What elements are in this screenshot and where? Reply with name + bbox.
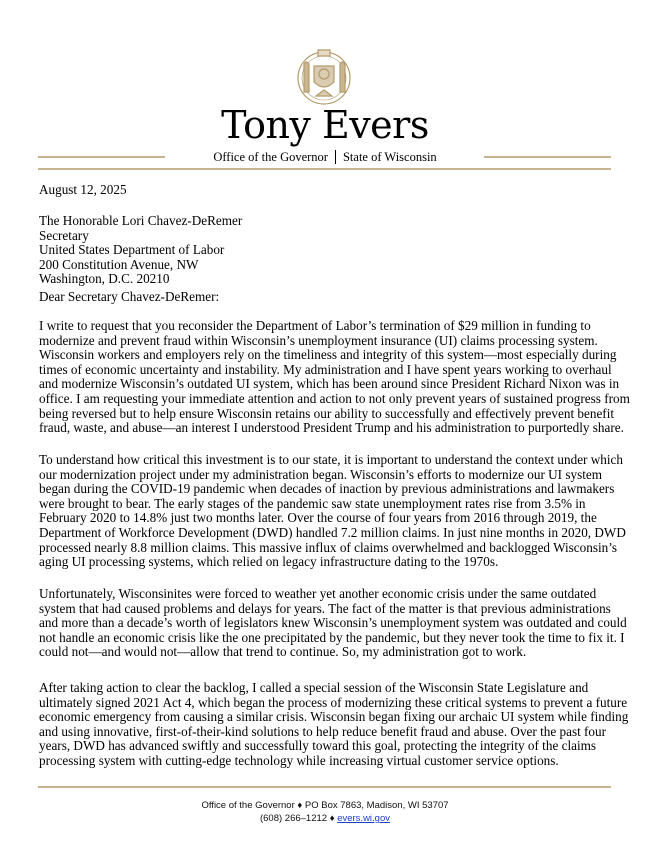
governor-name-letterhead: Tony Evers	[221, 103, 429, 147]
body-paragraph-3	[39, 587, 627, 660]
footer-line-2	[0, 812, 650, 825]
recipient-line: The Honorable Lori Chavez-DeRemer	[39, 213, 243, 228]
paragraph-line: were brought to bear. The early stages of the pandemic saw state unemployment rates rise from 3.5% in	[39, 495, 586, 511]
paragraph-line: our modernization project under my administration began. Wisconsin’s efforts to modernize our UI system	[39, 466, 602, 482]
office-label: Office of the Governor	[213, 150, 328, 164]
paragraph-line: economic emergency from causing a similar crisis. Wisconsin began fixing our archaic UI system while finding	[39, 709, 629, 725]
paragraph-line: ultimately signed 2021 Act 4, which began the process of modernizing these critical systems to prevent a future	[39, 694, 628, 710]
state-label: State of Wisconsin	[342, 150, 437, 164]
body-paragraph-1	[39, 319, 630, 436]
paragraph-line: and modernize Wisconsin’s outdated UI system, which has been around since President Richard Nixon was in	[39, 376, 620, 392]
paragraph-line: processed nearly 8.8 million claims. This massive influx of claims overwhelmed and backlogged Wisconsin’s	[39, 539, 618, 555]
recipient-line: United States Department of Labor	[39, 242, 225, 258]
paragraph-line: fraud, waste, and abuse—an interest I understood President Trump and his administration to purportedly share.	[39, 420, 624, 436]
paragraph-line: To understand how critical this investment is to our state, it is important to understand the context under which	[39, 452, 623, 467]
paragraph-line: and more than a decade’s worth of legislators knew Wisconsin’s unemployment system was outdated and could	[39, 615, 627, 631]
paragraph-line: Unfortunately, Wisconsinites were forced to weather yet another economic crisis under the same outdated	[39, 586, 597, 601]
paragraph-line: could not—and would not—allow that trend to continue. So, my administration got to work.	[39, 644, 527, 660]
paragraph-line: began during the COVID-19 pandemic when decades of inaction by previous administrations and lawmakers	[39, 481, 615, 497]
letter-date: August 12, 2025	[39, 182, 127, 197]
recipient-line: Secretary	[39, 227, 89, 243]
footer-line-1	[0, 799, 650, 812]
paragraph-line: Wisconsin workers and employers rely on the timeliness and integrity of this system—most especially during	[39, 347, 617, 363]
header-rule-right	[484, 156, 611, 158]
paragraph-line: aging UI processing systems, which relied on legacy infrastructure dating to the 1970s.	[39, 554, 499, 570]
letterhead-subtitle	[0, 150, 650, 165]
paragraph-line: Department of Workforce Development (DWD) handled 7.2 million claims. In just nine months in 2020, DWD	[39, 524, 626, 540]
paragraph-line: February 2020 to 14.8% just two months later. Over the course of four years from 2016 through 2019, the	[39, 510, 597, 526]
body-paragraph-2	[39, 453, 626, 570]
header-rule-bottom	[38, 168, 611, 170]
footer-rule	[38, 786, 611, 788]
footer-office: Office of the Governor	[201, 800, 295, 811]
recipient-line: 200 Constitution Avenue, NW	[39, 256, 199, 272]
footer-phone: (608) 266–1212	[259, 813, 328, 824]
recipient-line: Washington, D.C. 20210	[39, 271, 170, 287]
paragraph-line: times of economic uncertainty and instability. My administration and I have spent years working to overhaul	[39, 361, 612, 377]
body-paragraph-4	[39, 681, 628, 769]
paragraph-line: being reversed but to help ensure Wisconsin retains our ability to successfully and effectively prevent benefit	[39, 405, 615, 421]
paragraph-line: and using innovative, first-of-their-kind solutions to help reduce benefit fraud and abuse. Over the past four	[39, 723, 607, 739]
paragraph-line: system that had caused problems and delays for years. The fact of the matter is that previous administrations	[39, 600, 611, 616]
letterhead-footer	[0, 799, 650, 825]
paragraph-line: processing system with cutting-edge technology while increasing virtual customer service options.	[39, 752, 559, 768]
paragraph-line: After taking action to clear the backlog, I called a special session of the Wisconsin State Legislature and	[39, 680, 589, 695]
diamond-icon: ♦	[297, 800, 303, 811]
footer-address: PO Box 7863, Madison, WI 53707	[304, 800, 449, 811]
recipient-address	[39, 214, 242, 287]
state-seal-logo	[288, 40, 360, 112]
salutation: Dear Secretary Chavez-DeRemer:	[39, 289, 220, 304]
paragraph-line: office. I am requesting your immediate attention and action to not only prevent years of sustained progress from	[39, 390, 630, 406]
paragraph-line: not handle an economic crisis like the one precipitated by the pandemic, but they never took the time to fix it. I	[39, 629, 625, 645]
paragraph-line: modernize and prevent fraud within Wisconsin’s unemployment insurance (UI) claims processing system.	[39, 332, 598, 348]
diamond-icon: ♦	[329, 813, 335, 824]
subtitle-divider	[335, 150, 336, 164]
paragraph-line: years, DWD has advanced swiftly and successfully toward this goal, protecting the integrity of the claims	[39, 738, 597, 754]
header-rule-left	[38, 156, 165, 158]
paragraph-line: I write to request that you reconsider the Department of Labor’s termination of $29 million in funding to	[39, 318, 591, 333]
website-link[interactable]: evers.wi.gov	[337, 813, 391, 824]
